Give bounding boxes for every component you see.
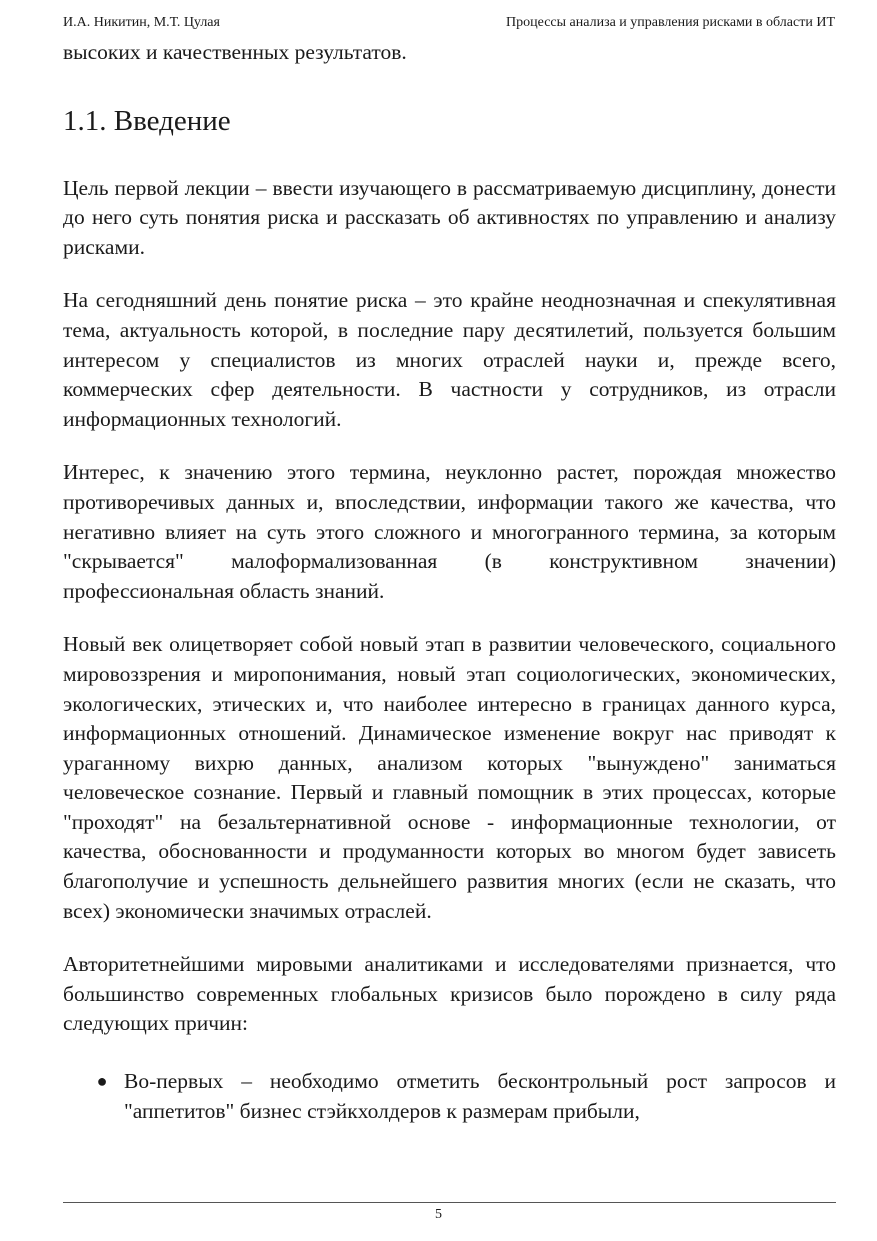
page-body — [63, 38, 836, 1126]
paragraph-new-century: Новый век олицетворяет собой новый этап в развитии человеческого, социального мировоззрения и миропонимания, новый этап социологических, экономических, экологических, этических и, что наиболее интересно в границах данного курса, информационных отношений. Динамическое изменение вокруг нас приводят к ураганному вихрю данных, анализом которых "вынуждено" заниматься человеческое сознание. Первый и главный помощник в этих процессах, которые "проходят" на безальтернативной основе - информационные технологии, от качества, обоснованности и продуманности которых во многом будет зависеть благополучие и успешность дельнейшего развития многих (если не сказать, что всех) экономически значимых отраслей. — [63, 632, 836, 923]
list-item-text: Во-первых – необходимо отметить бесконтрольный рост запросов и "аппетитов" бизнес стэйкхолдеров к размерам прибыли, — [124, 1069, 836, 1123]
causes-list — [63, 1067, 836, 1126]
page-number: 5 — [435, 1207, 442, 1222]
header-document-title: Процессы анализа и управления рисками в области ИТ — [506, 15, 835, 30]
paragraph-risk-concept: На сегодняшний день понятие риска – это крайне неоднозначная и спекулятивная тема, актуальность которой, в последние пару десятилетий, пользуется большим интересом у специалистов из многих отраслей науки и, прежде всего, коммерческих сфер деятельности. В частности у сотрудников, из отрасли информационных технологий. — [63, 288, 836, 431]
bullet-icon: ● — [96, 1071, 108, 1092]
list-item — [96, 1067, 836, 1126]
paragraph-crisis-causes: Авторитетнейшими мировыми аналитиками и исследователями признается, что большинство современных глобальных кризисов было порождено в силу ряда следующих причин: — [63, 952, 836, 1036]
header-authors: И.А. Никитин, М.Т. Цулая — [63, 15, 220, 30]
paragraph-intro-goal: Цель первой лекции – ввести изучающего в рассматриваемую дисциплину, донести до него суть понятия риска и рассказать об активностях по управлению и анализу рисками. — [63, 175, 836, 259]
carryover-line: высоких и качественных результатов. — [63, 40, 407, 64]
running-header — [63, 14, 835, 32]
footer-divider — [63, 1202, 836, 1203]
section-heading: 1.1. Введение — [63, 104, 231, 137]
paragraph-term-interest: Интерес, к значению этого термина, неуклонно растет, порождая множество противоречивых данных и, впоследствии, информации такого же качества, что негативно влияет на суть этого сложного и многогранного термина, за которым "скрывается" малоформализованная (в конструктивном значении) профессиональная область знаний. — [63, 460, 836, 603]
